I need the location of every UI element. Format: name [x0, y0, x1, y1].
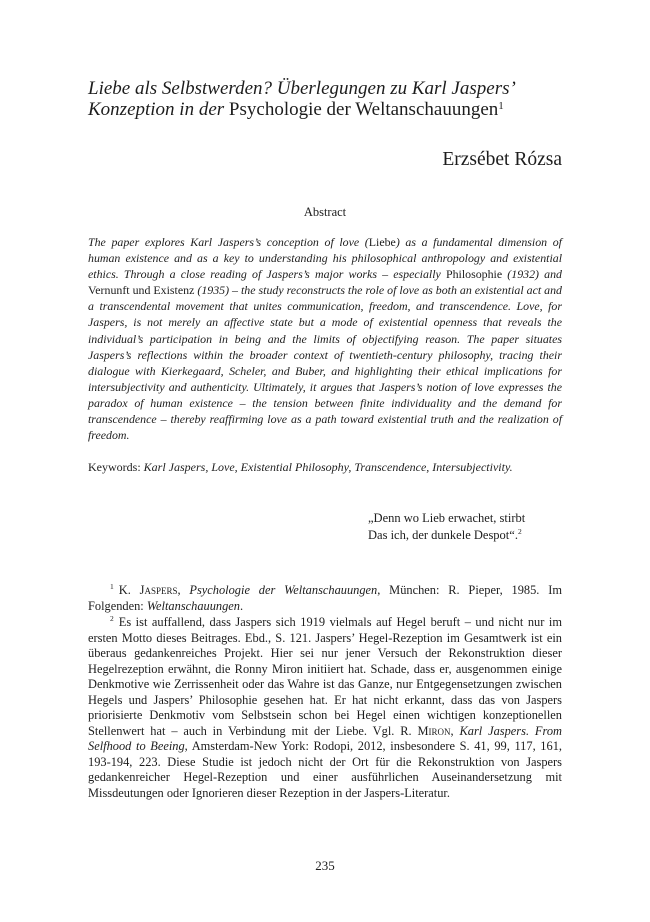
title-book-name: Psychologie der Weltanschauungen: [228, 99, 499, 120]
epigraph: [368, 510, 568, 544]
footnote-2-book-title: Karl Jaspers. From Selfhood to Beeing: [88, 723, 562, 753]
footnote-1-text: K.: [118, 583, 140, 597]
footnote-1-text: .: [240, 598, 244, 613]
footnote-2: [88, 615, 562, 801]
keywords-label: Keywords:: [88, 460, 141, 474]
footnote-1: [88, 583, 562, 614]
footnote-1-author: Jaspers: [139, 583, 178, 597]
abstract-segment: Philosophie: [445, 267, 503, 282]
footnote-2-author: Miron: [417, 723, 451, 738]
abstract-text: [88, 234, 562, 443]
footnote-2-text: , Amsterdam-New York: Rodopi, 2012, insbesondere S. 41, 99, 117, 161, 193-194, 223. Diese Studie ist jedoch nicht der Ort für die Rekonstruktion von Jaspers gedankenreicher Hegel-Rezeption und einer ausführlichen Auseinandersetzung mit Missdeutungen oder Ignorieren dieser Rezeption in der Jaspers-Literatur.: [88, 739, 562, 800]
abstract-segment: ) as a fundamental dimension of human existence and as a key to understanding his philosophical anthropology and existential ethics. Through a close reading of Jaspers’s major works – especially: [88, 235, 562, 282]
epigraph-line-2: [368, 527, 568, 544]
footnote-1-book-title: Psychologie der Weltanschauungen: [189, 583, 378, 597]
abstract-segment: (1935) – the study reconstructs the role of love as both an existential act and a transcendental movement that unites communication, freedom, and transcendence. Love, for Jaspers, is not merely an affective state but a mode of existential openness that reveals the individual’s participation in being and the limits of objectifying reason. The paper situates Jaspers’s reflections within the broader context of twentieth-century philosophy, tracing their dialogue with Kierkegaard, Scheler, and Buber, and highlighting their ethical implications for intersubjectivity and authenticity. Ultimately, it argues that Jaspers’s notion of love expresses the paradox of human existence – the tension between finite individuality and the demand for transcendence – thereby reaffirming love as a path toward existential truth and the realization of freedom.: [88, 283, 562, 443]
footnote-2-mark: 2: [110, 614, 114, 623]
page-number: 235: [315, 858, 335, 873]
article-title: [88, 78, 558, 120]
footnote-2-text: ,: [450, 723, 460, 738]
epigraph-line-1: „Denn wo Lieb erwachet, stirbt: [368, 511, 526, 525]
keywords: [88, 459, 562, 475]
author-name: Erzsébet Rózsa: [442, 149, 562, 170]
abstract-segment: Vernunft und Existenz: [88, 283, 195, 298]
abstract-segment: The paper explores Karl Jaspers’s conception of love (: [88, 235, 369, 249]
footnote-1-mark: 1: [110, 582, 114, 591]
abstract-heading: Abstract: [303, 205, 347, 219]
epigraph-footnote-ref[interactable]: 2: [517, 527, 522, 536]
footnote-1-text: ,: [177, 583, 190, 597]
keywords-list: Karl Jaspers, Love, Existential Philosophy, Transcendence, Intersubjectivity.: [143, 460, 513, 474]
footnote-1-short-title: Weltanschauungen: [146, 598, 241, 613]
epigraph-line-2-text: Das ich, der dunkele Despot“.: [368, 528, 518, 542]
footnote-1-text: , München: R. Pieper, 1985. Im Folgenden:: [88, 583, 562, 613]
title-italic-part: Liebe als Selbstwerden? Überlegungen zu Karl Jaspers’ Konzeption in der: [88, 78, 514, 120]
footnote-2-text: Es ist auffallend, dass Jaspers sich 1919 vielmals auf Hegel beruft – und nicht nur im ersten Motto dieses Beitrages. Ebd., S. 121. Jaspers’ Hegel-Rezeption im Gesamtwerk ist ein überaus gedankenreiches Projekt. Hier sei nur jener Versuch der Rekonstruktion dieser Hegelrezeption erwähnt, die Ronny Miron initiiert hat. Schade, dass er, ausgenommen einige Denkmotive wie Zerrissenheit oder das Wahre ist das Ganze, nur Entgegensetzungen zwischen Hegels und Jaspers’ Philosophie gesehen hat. Er hat nicht erkannt, dass das von Jaspers priorisierte Denkmotiv vom Selbstsein schon bei Hegel einen wichtigen konzeptionellen Stellenwert hat – auch in Verbindung mit der Liebe. Vgl. R.: [88, 615, 562, 738]
abstract-segment: (1932) and: [502, 267, 563, 282]
abstract-segment: Liebe: [368, 235, 396, 249]
title-footnote-ref[interactable]: 1: [498, 100, 504, 112]
